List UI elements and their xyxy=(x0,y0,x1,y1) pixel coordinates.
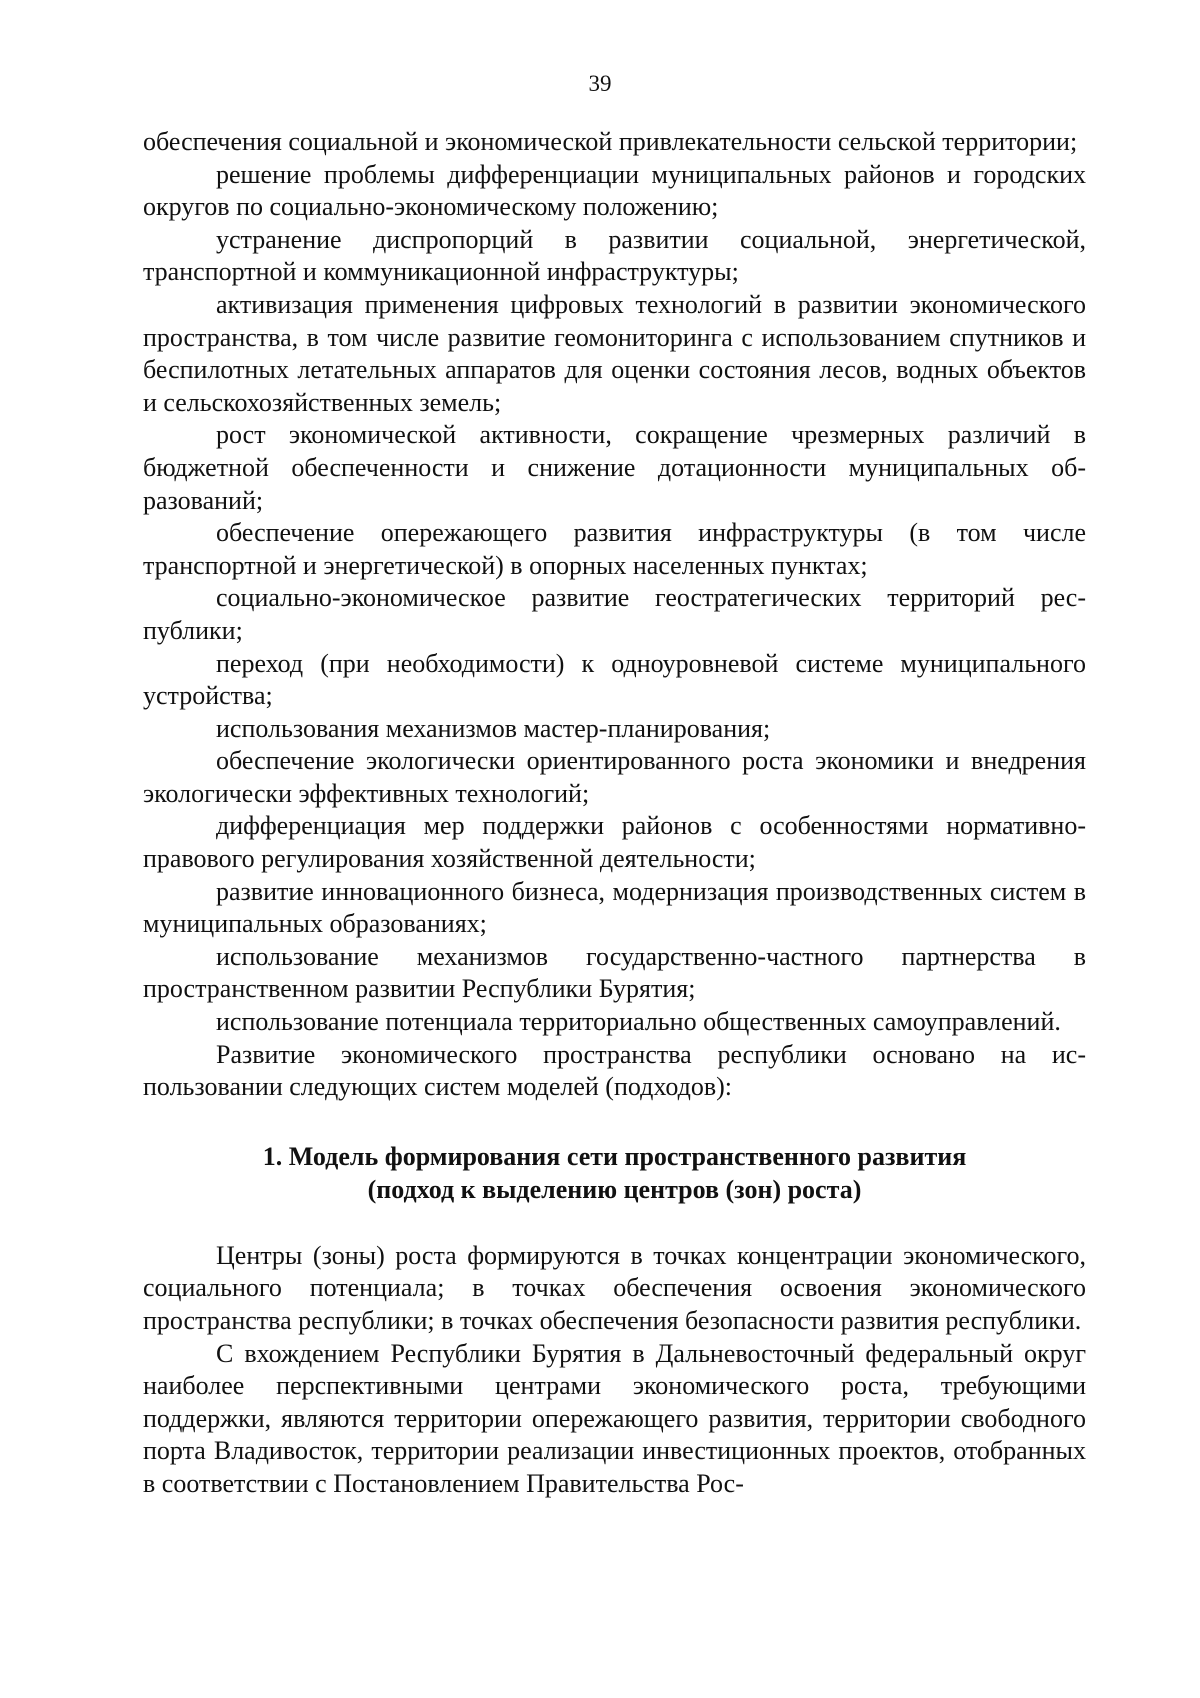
intro-paragraph: Развитие экономического пространства республики основано на использовании следующих систем моделей (подходов): xyxy=(143,1039,1086,1102)
section-heading-line-2: (подход к выделению центров (зон) роста) xyxy=(367,1174,862,1204)
list-item: устранение диспропорций в развитии социальной, энергетической, транспортной и коммуникационной инфраструктуры; xyxy=(143,224,1086,287)
page-content xyxy=(143,126,1086,1501)
list-item: решение проблемы дифференциации муниципальных районов и городских округов по социально-экономическому положению; xyxy=(143,159,1086,222)
list-item: рост экономической активности, сокращение чрезмерных различий в бюджетной обеспеченности и снижение дотационности муниципальных образований; xyxy=(143,420,1086,515)
list-item: дифференциация мер поддержки районов с особенностями нормативно-правового регулирования хозяйственной деятельности; xyxy=(143,811,1086,874)
body-paragraph: Центры (зоны) роста формируются в точках концентрации экономического, социального потенциала; в точках обеспечения освоения экономического пространства республики; в точках обеспечения безопасности развития республики. xyxy=(143,1240,1086,1335)
list-item: активизация применения цифровых технологий в развитии экономического пространства, в том числе развитие геомониторинга с использованием спутников и беспилотных летательных аппаратов для оценки состояния лесов, водных объектов и сельскохозяйственных земель; xyxy=(143,289,1086,417)
section-heading-line-1: 1. Модель формирования сети пространственного развития xyxy=(262,1141,967,1171)
list-item: использование потенциала территориально общественных самоуправлений. xyxy=(216,1007,1061,1037)
section-heading xyxy=(143,1140,1086,1206)
page-number: 39 xyxy=(588,71,612,96)
list-item: обеспечения социальной и экономической привлекательности сельской территории; xyxy=(143,127,1078,156)
list-item: развитие инновационного бизнеса, модернизация производственных систем в муниципальных образованиях; xyxy=(143,876,1086,939)
list-item: переход (при необходимости) к одноуровневой системе муниципального устройства; xyxy=(143,648,1086,711)
list-item: использования механизмов мастер-планирования; xyxy=(216,713,771,743)
list-item: социально-экономическое развитие геостратегических территорий республики; xyxy=(143,583,1086,645)
list-item: использование механизмов государственно-частного партнерства в пространственном развитии Республики Бурятия; xyxy=(143,941,1086,1004)
body-paragraph: С вхождением Республики Бурятия в Дальневосточный федеральный округ наиболее перспективными центрами экономического роста, требующими поддержки, являются территории опережающего развития, территории свободного порта Владивосток, территории реализации инвестиционных проектов, отобранных в соответствии с Постановлением Правительства Рос- xyxy=(143,1338,1086,1498)
list-item: обеспечение экологически ориентированного роста экономики и внедрения экологически эффективных технологий; xyxy=(143,746,1086,808)
list-item: обеспечение опережающего развития инфраструктуры (в том числе транспортной и энергетической) в опорных населенных пунктах; xyxy=(143,518,1086,580)
